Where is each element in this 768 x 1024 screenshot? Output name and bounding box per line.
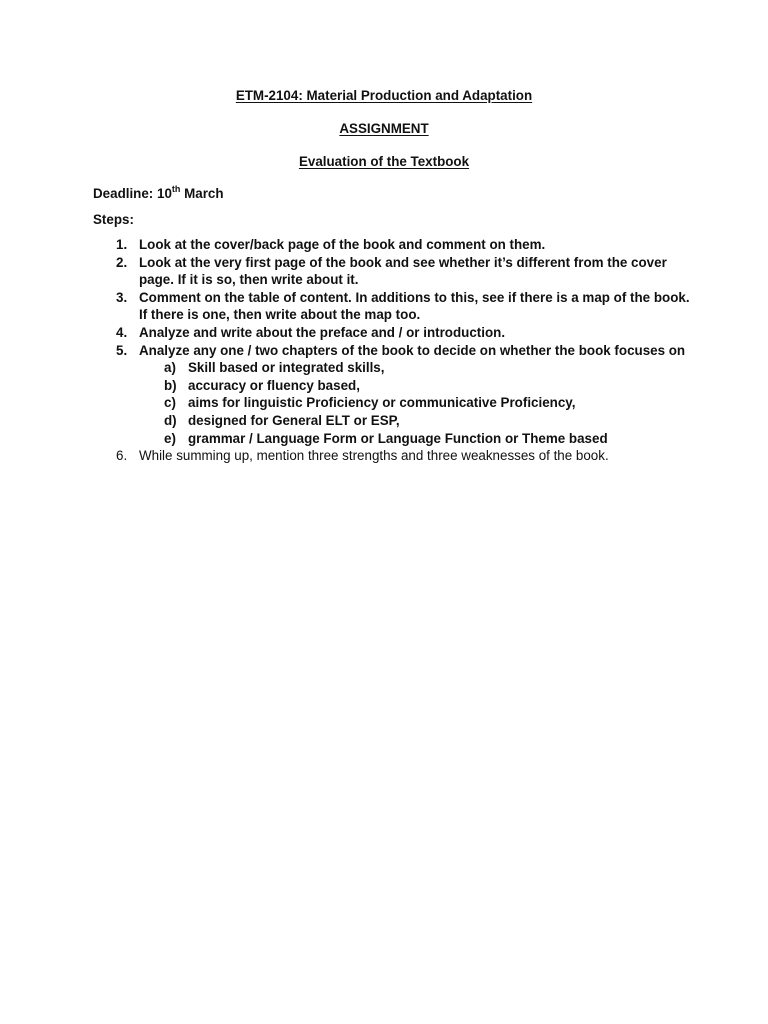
step-number: 3. [116,289,128,305]
substep-text: accuracy or fluency based, [188,377,360,393]
step-number: 6. [116,448,128,464]
substep-item [139,412,693,430]
substep-item [139,394,693,412]
substep-item [139,430,693,448]
step-item [93,289,693,324]
step-text: Look at the very first page of the book and see whether it’s different from the cover page. If it is so, then write about it. [139,254,667,288]
step-number: 1. [116,237,128,252]
deadline [93,185,224,203]
step-item [93,324,693,342]
substep-text: Skill based or integrated skills, [188,360,385,376]
step-number: 2. [116,254,128,270]
step-item [93,236,693,254]
step-text: Analyze and write about the preface and / or introduction. [139,324,506,340]
deadline-month: March [180,186,224,201]
steps-label: Steps: [93,212,134,227]
substep-letter: d) [164,412,177,428]
substep-letter: a) [164,360,176,376]
step-item [93,447,693,465]
substep-text: designed for General ELT or ESP, [188,412,400,428]
substep-item [139,359,693,377]
assignment-label: ASSIGNMENT [339,121,429,136]
step-text: Comment on the table of content. In additions to this, see if there is a map of the book. If there is one, then write about the map too. [139,289,690,323]
step-number: 4. [116,324,128,340]
substep-text: grammar / Language Form or Language Function or Theme based [188,430,608,446]
deadline-superscript: th [171,183,181,194]
substeps-list [139,359,693,447]
steps-list [93,236,693,465]
step-item [93,342,693,448]
step-number: 5. [116,342,128,358]
step-item [93,254,693,289]
substep-text: aims for linguistic Proficiency or communicative Proficiency, [188,395,576,411]
step-text: Analyze any one / two chapters of the book to decide on whether the book focuses on [139,342,686,358]
substep-letter: c) [164,395,176,411]
course-title: ETM-2104: Material Production and Adaptation [235,88,533,103]
step-text: Look at the cover/back page of the book and comment on them. [139,237,546,252]
substep-letter: b) [164,377,177,393]
substep-letter: e) [164,430,176,446]
step-text: While summing up, mention three strengths and three weaknesses of the book. [139,448,609,464]
deadline-label: Deadline: 10 [93,186,172,201]
assignment-title: Evaluation of the Textbook [298,154,470,169]
substep-item [139,377,693,395]
